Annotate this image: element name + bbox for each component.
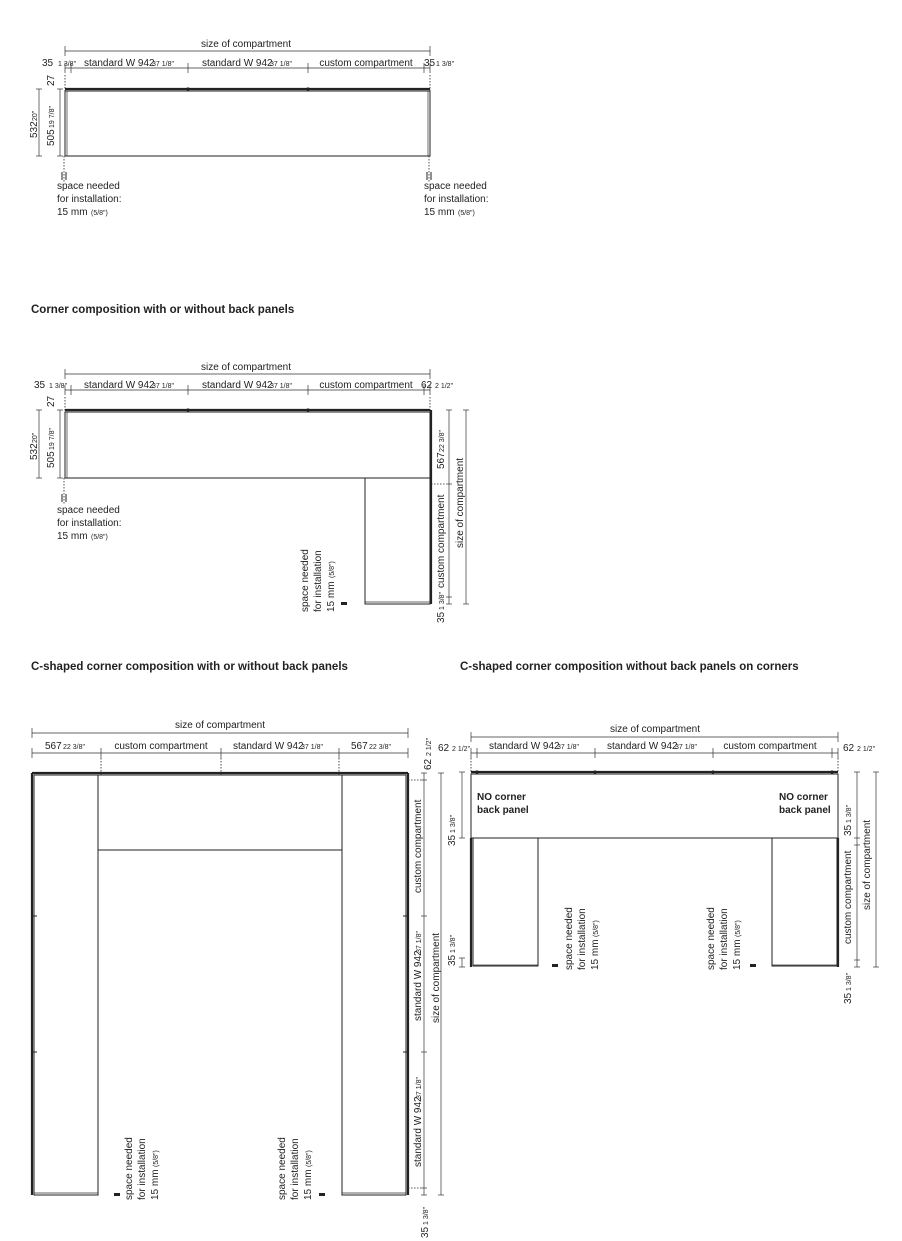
size-label: size of compartment [200, 39, 292, 50]
space-label: space needed [300, 549, 311, 612]
space-label: for installation: [57, 194, 122, 205]
standard-in: 37 1/8" [416, 1077, 423, 1099]
standard-in: 37 1/8" [301, 744, 323, 751]
standard-label: standard W 942 [413, 1096, 424, 1167]
space-label: for installation [313, 550, 324, 612]
dim-35-in: 1 3/8" [58, 61, 77, 68]
standard-in: 37 1/8" [152, 61, 174, 68]
space-in: (5/8") [306, 1150, 313, 1167]
dim-567: 567 [45, 741, 62, 752]
size-label: size of compartment [431, 932, 442, 1023]
space-label: 15 mm [57, 531, 88, 542]
diagram-c-shaped-no-back [438, 724, 879, 1004]
dim-35: 35 [424, 58, 436, 69]
space-in: (5/8") [735, 920, 742, 937]
standard-label: standard W 942 [413, 950, 424, 1021]
dim-505: 505 [46, 129, 57, 146]
dim-567: 567 [351, 741, 368, 752]
space-in: (5/8") [329, 561, 336, 578]
dim-35: 35 [42, 58, 54, 69]
dim-35: 35 [843, 824, 854, 836]
custom-label: custom compartment [723, 741, 817, 752]
standard-in: 37 1/8" [557, 744, 579, 751]
heading-c-shaped: C-shaped corner composition with or without back panels [31, 661, 348, 673]
space-label: space needed [57, 505, 120, 516]
size-label: size of compartment [862, 819, 873, 910]
space-label: space needed [564, 907, 575, 970]
space-label: space needed [277, 1137, 288, 1200]
space-label: space needed [57, 181, 120, 192]
standard-label: standard W 942 [84, 380, 155, 391]
no-corner-label: NO corner [779, 792, 828, 803]
size-label: size of compartment [455, 457, 466, 548]
no-corner-label: back panel [779, 805, 831, 816]
dim-35: 35 [420, 1226, 431, 1238]
space-label: for installation [719, 908, 730, 970]
dim-567-in: 22 3/8" [369, 744, 391, 751]
standard-in: 37 1/8" [270, 383, 292, 390]
custom-label: custom compartment [114, 741, 208, 752]
space-label: 15 mm [150, 1169, 161, 1200]
space-label: space needed [424, 181, 487, 192]
dim-35: 35 [447, 834, 458, 846]
dim-62-in: 2 1/2" [452, 746, 471, 753]
space-label: space needed [124, 1137, 135, 1200]
dim-567: 567 [436, 452, 447, 469]
dim-35-in: 1 3/8" [846, 972, 853, 991]
space-label: for installation: [424, 194, 489, 205]
standard-in: 37 1/8" [675, 744, 697, 751]
dim-62: 62 [423, 758, 434, 770]
dim-505-in: 19 7/8" [49, 428, 56, 450]
no-corner-label: back panel [477, 805, 529, 816]
diagram-c-shaped [31, 720, 444, 1238]
dim-62: 62 [843, 743, 855, 754]
space-label: 15 mm [57, 207, 88, 218]
dim-35: 35 [436, 611, 447, 623]
standard-in: 37 1/8" [270, 61, 292, 68]
standard-label: standard W 942 [489, 741, 560, 752]
dim-567-in: 22 3/8" [63, 744, 85, 751]
space-label: 15 mm [303, 1169, 314, 1200]
dim-35-in: 1 3/8" [439, 591, 446, 610]
standard-in: 37 1/8" [152, 383, 174, 390]
dim-35-in: 1 3/8" [450, 934, 457, 953]
dim-62-in: 2 1/2" [857, 746, 876, 753]
space-in: (5/8") [593, 920, 600, 937]
diagram-corner [29, 362, 469, 623]
standard-label: standard W 942 [202, 380, 273, 391]
dim-35: 35 [843, 992, 854, 1004]
space-in: (5/8") [153, 1150, 160, 1167]
dim-35: 35 [34, 380, 46, 391]
heading-corner: Corner composition with or without back panels [31, 304, 295, 316]
size-label: size of compartment [174, 720, 266, 731]
size-label: size of compartment [609, 724, 701, 735]
space-label: 15 mm [732, 939, 743, 970]
dim-27: 27 [46, 395, 57, 407]
standard-label: standard W 942 [84, 58, 155, 69]
custom-label: custom compartment [319, 58, 413, 69]
custom-label: custom compartment [319, 380, 413, 391]
space-label: for installation [137, 1138, 148, 1200]
dim-35-in: 1 3/8" [436, 61, 455, 68]
space-in: (5/8") [458, 210, 475, 217]
dim-505: 505 [46, 451, 57, 468]
space-label: space needed [706, 907, 717, 970]
dim-35-in: 1 3/8" [846, 804, 853, 823]
space-label: for installation: [57, 518, 122, 529]
dim-532: 532 [29, 121, 40, 138]
no-corner-label: NO corner [477, 792, 526, 803]
space-label: 15 mm [590, 939, 601, 970]
dim-567-in: 22 3/8" [439, 430, 446, 452]
space-label: for installation [290, 1138, 301, 1200]
heading-c-shaped-no-back: C-shaped corner composition without back panels on corners [460, 661, 799, 673]
dim-62: 62 [421, 380, 433, 391]
standard-in: 37 1/8" [416, 931, 423, 953]
dim-532-in: 20" [32, 432, 39, 443]
dim-505-in: 19 7/8" [49, 106, 56, 128]
space-label: 15 mm [424, 207, 455, 218]
dim-35: 35 [447, 954, 458, 966]
custom-label: custom compartment [843, 850, 854, 944]
dim-62: 62 [438, 743, 450, 754]
custom-label: custom compartment [413, 799, 424, 893]
space-label: for installation [577, 908, 588, 970]
dim-62-in: 2 1/2" [426, 737, 433, 756]
dim-532-in: 20" [32, 110, 39, 121]
space-in: (5/8") [91, 534, 108, 541]
dim-532: 532 [29, 443, 40, 460]
dim-35-in: 1 3/8" [450, 814, 457, 833]
custom-label: custom compartment [436, 494, 447, 588]
dim-35-in: 1 3/8" [49, 383, 68, 390]
size-label: size of compartment [200, 362, 292, 373]
dim-62-in: 2 1/2" [435, 383, 454, 390]
standard-label: standard W 942 [202, 58, 273, 69]
standard-label: standard W 942 [233, 741, 304, 752]
space-in: (5/8") [91, 210, 108, 217]
diagram-straight [29, 39, 488, 218]
space-label: 15 mm [326, 581, 337, 612]
dim-35-in: 1 3/8" [423, 1206, 430, 1225]
standard-label: standard W 942 [607, 741, 678, 752]
dim-27: 27 [46, 74, 57, 86]
